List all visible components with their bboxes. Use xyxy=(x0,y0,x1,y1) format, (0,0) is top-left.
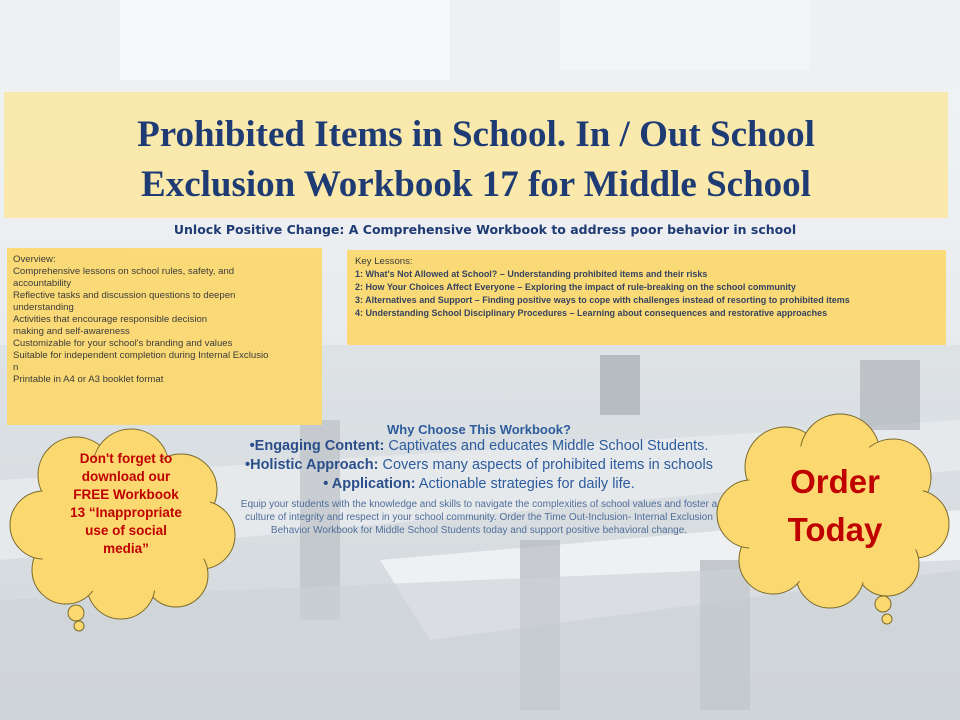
cloud-line: use of social xyxy=(85,523,167,538)
page-title xyxy=(4,110,948,210)
overview-line: n xyxy=(13,362,19,373)
overview-line: understanding xyxy=(13,302,74,313)
cloud-line: 13 “Inappropriate xyxy=(70,505,182,520)
overview-line: Customizable for your school's branding and values xyxy=(13,338,233,349)
lesson-item: 1: What's Not Allowed at School? – Understanding prohibited items and their risks xyxy=(355,269,708,279)
overview-line: Activities that encourage responsible decision xyxy=(13,314,208,325)
why-point-text: Captivates and educates Middle School Students. xyxy=(384,438,709,454)
why-point-application xyxy=(234,475,724,494)
overview-line: accountability xyxy=(13,278,72,289)
key-lessons-box xyxy=(347,250,946,345)
overview-line: Suitable for independent completion during Internal Exclusio xyxy=(13,350,269,361)
cloud-line: media” xyxy=(103,541,149,556)
why-choose-section xyxy=(234,422,724,537)
lesson-item: 3: Alternatives and Support – Finding positive ways to cope with challenges instead of resorting to prohibited items xyxy=(355,295,850,305)
overview-line: Overview: xyxy=(13,254,56,265)
why-point-label: •Holistic Approach: xyxy=(245,457,379,473)
order-today-button[interactable] xyxy=(745,458,925,554)
overview-line: Printable in A4 or A3 booklet format xyxy=(13,374,164,385)
why-point-label: • Application: xyxy=(323,476,416,492)
order-line-2: Today xyxy=(787,511,883,548)
order-line-1: Order xyxy=(790,463,880,500)
title-line-2: Exclusion Workbook 17 for Middle School xyxy=(141,164,811,205)
overview-line: making and self-awareness xyxy=(13,326,130,337)
overview-box xyxy=(7,248,322,425)
title-line-1: Prohibited Items in School. In / Out School xyxy=(137,114,815,155)
why-point-engaging xyxy=(234,437,724,456)
cloud-line: Don't forget to xyxy=(79,451,173,466)
subtitle: Unlock Positive Change: A Comprehensive Workbook to address poor behavior in school xyxy=(173,222,797,237)
why-heading: Why Choose This Workbook? xyxy=(387,422,571,437)
overview-line: Comprehensive lessons on school rules, safety, and xyxy=(13,266,235,277)
lesson-item: 4: Understanding School Disciplinary Procedures – Learning about consequences and restorative approaches xyxy=(355,308,828,318)
key-lessons-heading: Key Lessons: xyxy=(355,256,413,267)
why-point-text: Covers many aspects of prohibited items in schools xyxy=(378,457,713,473)
why-point-label: •Engaging Content: xyxy=(249,438,385,454)
free-workbook-text[interactable] xyxy=(26,450,226,558)
why-closing-text: Equip your students with the knowledge and skills to navigate the complexities of school values and foster a culture of integrity and respect in your school community. Order the Time Out-Inclusion- Internal Exclusion Behavior Workbook for Middle School Students today and support positive behavioral change. xyxy=(240,499,718,536)
cloud-line: FREE Workbook xyxy=(73,487,179,502)
why-point-text: Actionable strategies for daily life. xyxy=(415,476,635,492)
overview-line: Reflective tasks and discussion questions to deepen xyxy=(13,290,236,301)
why-point-holistic xyxy=(234,456,724,475)
cloud-line: download our xyxy=(81,469,171,484)
lesson-item: 2: How Your Choices Affect Everyone – Exploring the impact of rule-breaking on the school community xyxy=(355,282,796,292)
